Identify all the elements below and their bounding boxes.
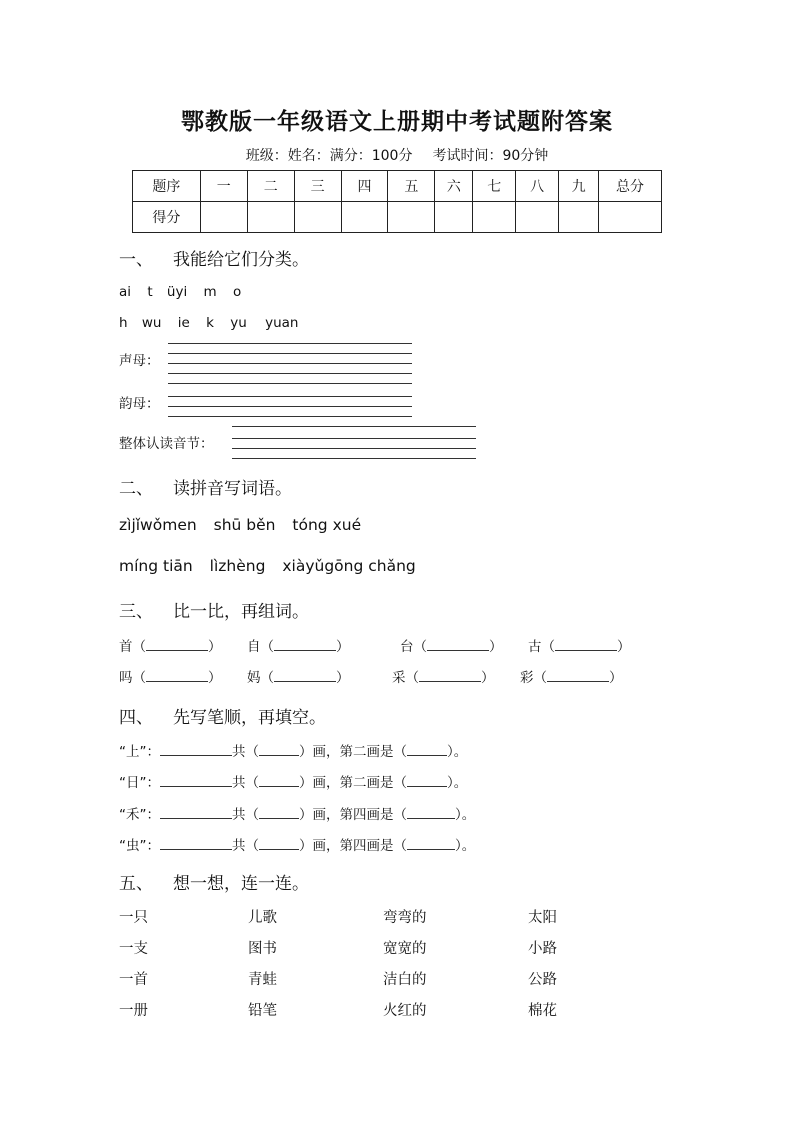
score-cell[interactable] bbox=[294, 202, 341, 233]
section-number: 三、 bbox=[119, 602, 153, 622]
section-1-heading bbox=[119, 245, 309, 270]
section-4-heading bbox=[119, 703, 326, 728]
pinyin-row-2 bbox=[119, 315, 298, 331]
pinyin-word: xiàyǔgōng chǎng bbox=[282, 557, 416, 575]
text: ）。 bbox=[455, 838, 476, 854]
text: ）。 bbox=[455, 807, 476, 823]
answer-line[interactable] bbox=[168, 406, 412, 407]
text: 共（ bbox=[232, 838, 259, 854]
section-number: 四、 bbox=[119, 708, 153, 728]
stroke-order-item bbox=[119, 834, 475, 854]
pinyin-item: ie bbox=[177, 315, 190, 331]
word-group-item bbox=[528, 635, 631, 655]
answer-line[interactable] bbox=[232, 458, 476, 459]
match-item[interactable]: 弯弯的 bbox=[383, 910, 427, 926]
answer-line[interactable] bbox=[168, 343, 412, 344]
stroke-order-item bbox=[119, 740, 467, 760]
pinyin-item: m bbox=[203, 284, 217, 300]
character: 自 bbox=[247, 639, 261, 655]
pinyin-word-row-1 bbox=[119, 516, 361, 534]
character-label: “虫”： bbox=[119, 838, 160, 854]
section-number: 五、 bbox=[119, 874, 153, 894]
score-label: 得分 bbox=[133, 202, 201, 233]
stroke-order-blank[interactable] bbox=[160, 818, 232, 819]
pinyin-word-row-2 bbox=[119, 557, 416, 575]
character: 首 bbox=[119, 639, 133, 655]
character-label: “日”： bbox=[119, 775, 160, 791]
character: 采 bbox=[392, 670, 406, 686]
stroke-order-blank[interactable] bbox=[160, 755, 232, 756]
pinyin-item: yi bbox=[175, 284, 188, 300]
answer-line[interactable] bbox=[232, 426, 476, 427]
column-header: 八 bbox=[516, 171, 559, 202]
match-item[interactable]: 儿歌 bbox=[248, 910, 277, 926]
pinyin-word: zìjǐwǒmen bbox=[119, 516, 197, 534]
open-paren: （ bbox=[260, 639, 274, 655]
section-number: 一、 bbox=[119, 250, 153, 270]
pinyin-item: h bbox=[119, 315, 128, 331]
score-cell[interactable] bbox=[341, 202, 388, 233]
score-cell[interactable] bbox=[473, 202, 516, 233]
stroke-answer-blank[interactable] bbox=[407, 755, 447, 756]
stroke-count-blank[interactable] bbox=[259, 849, 299, 850]
pinyin-word: tóng xué bbox=[292, 516, 362, 534]
match-item[interactable]: 小路 bbox=[528, 941, 557, 957]
answer-blank[interactable] bbox=[427, 650, 489, 651]
word-group-item bbox=[247, 666, 350, 686]
text: ）画，第二画是（ bbox=[299, 775, 407, 791]
close-paren: ） bbox=[208, 670, 222, 686]
column-header: 二 bbox=[247, 171, 294, 202]
pinyin-item: yuan bbox=[265, 315, 299, 331]
character-label: “禾”： bbox=[119, 807, 160, 823]
text: ）。 bbox=[447, 744, 468, 760]
score-cell-total[interactable] bbox=[599, 202, 662, 233]
class-name-score-info: 班级：姓名：满分：100分 bbox=[245, 148, 413, 164]
pinyin-item: ü bbox=[166, 284, 176, 300]
section-5-heading bbox=[119, 869, 309, 894]
pinyin-word: shū běn bbox=[213, 516, 276, 534]
exam-time-info: 考试时间：90分钟 bbox=[432, 148, 549, 164]
word-group-item bbox=[400, 635, 503, 655]
score-cell[interactable] bbox=[388, 202, 435, 233]
score-cell[interactable] bbox=[559, 202, 599, 233]
pinyin-word: míng tiān bbox=[119, 557, 193, 575]
answer-blank[interactable] bbox=[274, 681, 336, 682]
answer-line[interactable] bbox=[232, 438, 476, 439]
pinyin-item: ai bbox=[119, 284, 132, 300]
pinyin-item: k bbox=[206, 315, 214, 331]
text: ）画，第四画是（ bbox=[299, 838, 407, 854]
column-header: 六 bbox=[435, 171, 473, 202]
section-number: 二、 bbox=[119, 479, 153, 499]
pinyin-item: wu bbox=[141, 315, 162, 331]
match-item[interactable]: 一首 bbox=[119, 972, 148, 988]
initials-label: 声母： bbox=[119, 353, 160, 369]
pinyin-word: lìzhèng bbox=[209, 557, 266, 575]
section-3-heading bbox=[119, 597, 309, 622]
score-table-score-row bbox=[133, 202, 662, 233]
match-item[interactable]: 洁白的 bbox=[383, 972, 427, 988]
answer-line[interactable] bbox=[168, 363, 412, 364]
close-paren: ） bbox=[208, 639, 222, 655]
text: 共（ bbox=[232, 744, 259, 760]
score-table bbox=[132, 170, 662, 233]
column-header: 三 bbox=[294, 171, 341, 202]
answer-line[interactable] bbox=[168, 416, 412, 417]
column-header: 四 bbox=[341, 171, 388, 202]
text: 共（ bbox=[232, 775, 259, 791]
section-title: 先写笔顺，再填空。 bbox=[173, 708, 326, 728]
header-label: 题序 bbox=[133, 171, 201, 202]
open-paren: （ bbox=[260, 670, 274, 686]
match-item[interactable]: 一只 bbox=[119, 910, 148, 926]
text: ）画，第二画是（ bbox=[299, 744, 407, 760]
whole-syllable-label: 整体认读音节： bbox=[119, 436, 214, 452]
section-title: 我能给它们分类。 bbox=[173, 250, 309, 270]
score-table-header-row bbox=[133, 171, 662, 202]
page-title: 鄂教版一年级语文上册期中考试题附答案 bbox=[181, 108, 613, 135]
match-item[interactable]: 一支 bbox=[119, 941, 148, 957]
score-cell[interactable] bbox=[435, 202, 473, 233]
pinyin-item: yu bbox=[230, 315, 247, 331]
text: ）。 bbox=[447, 775, 468, 791]
match-item[interactable]: 图书 bbox=[248, 941, 277, 957]
answer-blank[interactable] bbox=[146, 650, 208, 651]
section-2-heading bbox=[119, 474, 292, 499]
score-cell[interactable] bbox=[247, 202, 294, 233]
answer-blank[interactable] bbox=[146, 681, 208, 682]
section-title: 比一比，再组词。 bbox=[173, 602, 309, 622]
answer-line[interactable] bbox=[168, 353, 412, 354]
open-paren: （ bbox=[541, 639, 555, 655]
column-header: 七 bbox=[473, 171, 516, 202]
stroke-order-item bbox=[119, 803, 475, 823]
answer-line[interactable] bbox=[168, 373, 412, 374]
section-title: 想一想，连一连。 bbox=[173, 874, 309, 894]
score-cell[interactable] bbox=[516, 202, 559, 233]
character: 彩 bbox=[520, 670, 534, 686]
text: 共（ bbox=[232, 807, 259, 823]
stroke-count-blank[interactable] bbox=[259, 786, 299, 787]
match-item[interactable]: 太阳 bbox=[528, 910, 557, 926]
answer-blank[interactable] bbox=[555, 650, 617, 651]
answer-line[interactable] bbox=[232, 448, 476, 449]
stroke-count-blank[interactable] bbox=[259, 818, 299, 819]
character: 妈 bbox=[247, 670, 261, 686]
stroke-answer-blank[interactable] bbox=[407, 849, 455, 850]
stroke-answer-blank[interactable] bbox=[407, 818, 455, 819]
close-paren: ） bbox=[489, 639, 503, 655]
open-paren: （ bbox=[533, 670, 547, 686]
section-title: 读拼音写词语。 bbox=[173, 479, 292, 499]
word-group-item bbox=[119, 635, 222, 655]
match-item[interactable]: 公路 bbox=[528, 972, 557, 988]
stroke-order-item bbox=[119, 771, 467, 791]
word-group-item bbox=[392, 666, 495, 686]
answer-blank[interactable] bbox=[274, 650, 336, 651]
close-paren: ） bbox=[609, 670, 623, 686]
match-item[interactable]: 一册 bbox=[119, 1003, 148, 1019]
exam-info bbox=[0, 145, 794, 165]
close-paren: ） bbox=[336, 670, 350, 686]
close-paren: ） bbox=[617, 639, 631, 655]
stroke-order-blank[interactable] bbox=[160, 786, 232, 787]
match-item[interactable]: 青蛙 bbox=[248, 972, 277, 988]
pinyin-row-1 bbox=[119, 284, 241, 300]
answer-line[interactable] bbox=[168, 383, 412, 384]
answer-blank[interactable] bbox=[547, 681, 609, 682]
score-cell[interactable] bbox=[200, 202, 247, 233]
stroke-order-blank[interactable] bbox=[160, 849, 232, 850]
answer-blank[interactable] bbox=[419, 681, 481, 682]
pinyin-item: t bbox=[147, 284, 153, 300]
text: ）画，第四画是（ bbox=[299, 807, 407, 823]
stroke-answer-blank[interactable] bbox=[407, 786, 447, 787]
close-paren: ） bbox=[481, 670, 495, 686]
column-header: 一 bbox=[200, 171, 247, 202]
character: 古 bbox=[528, 639, 542, 655]
word-group-item bbox=[247, 635, 350, 655]
match-item[interactable]: 火红的 bbox=[383, 1003, 427, 1019]
answer-line[interactable] bbox=[168, 396, 412, 397]
word-group-item bbox=[119, 666, 222, 686]
column-header: 九 bbox=[559, 171, 599, 202]
character-label: “上”： bbox=[119, 744, 160, 760]
column-header: 五 bbox=[388, 171, 435, 202]
word-group-item bbox=[520, 666, 623, 686]
finals-label: 韵母： bbox=[119, 396, 160, 412]
close-paren: ） bbox=[336, 639, 350, 655]
open-paren: （ bbox=[413, 639, 427, 655]
match-item[interactable]: 棉花 bbox=[528, 1003, 557, 1019]
stroke-count-blank[interactable] bbox=[259, 755, 299, 756]
open-paren: （ bbox=[132, 670, 146, 686]
match-item[interactable]: 宽宽的 bbox=[383, 941, 427, 957]
open-paren: （ bbox=[405, 670, 419, 686]
open-paren: （ bbox=[132, 639, 146, 655]
pinyin-item: o bbox=[232, 284, 242, 300]
character: 吗 bbox=[119, 670, 133, 686]
column-header-total: 总分 bbox=[599, 171, 662, 202]
character: 台 bbox=[400, 639, 414, 655]
match-item[interactable]: 铅笔 bbox=[248, 1003, 277, 1019]
